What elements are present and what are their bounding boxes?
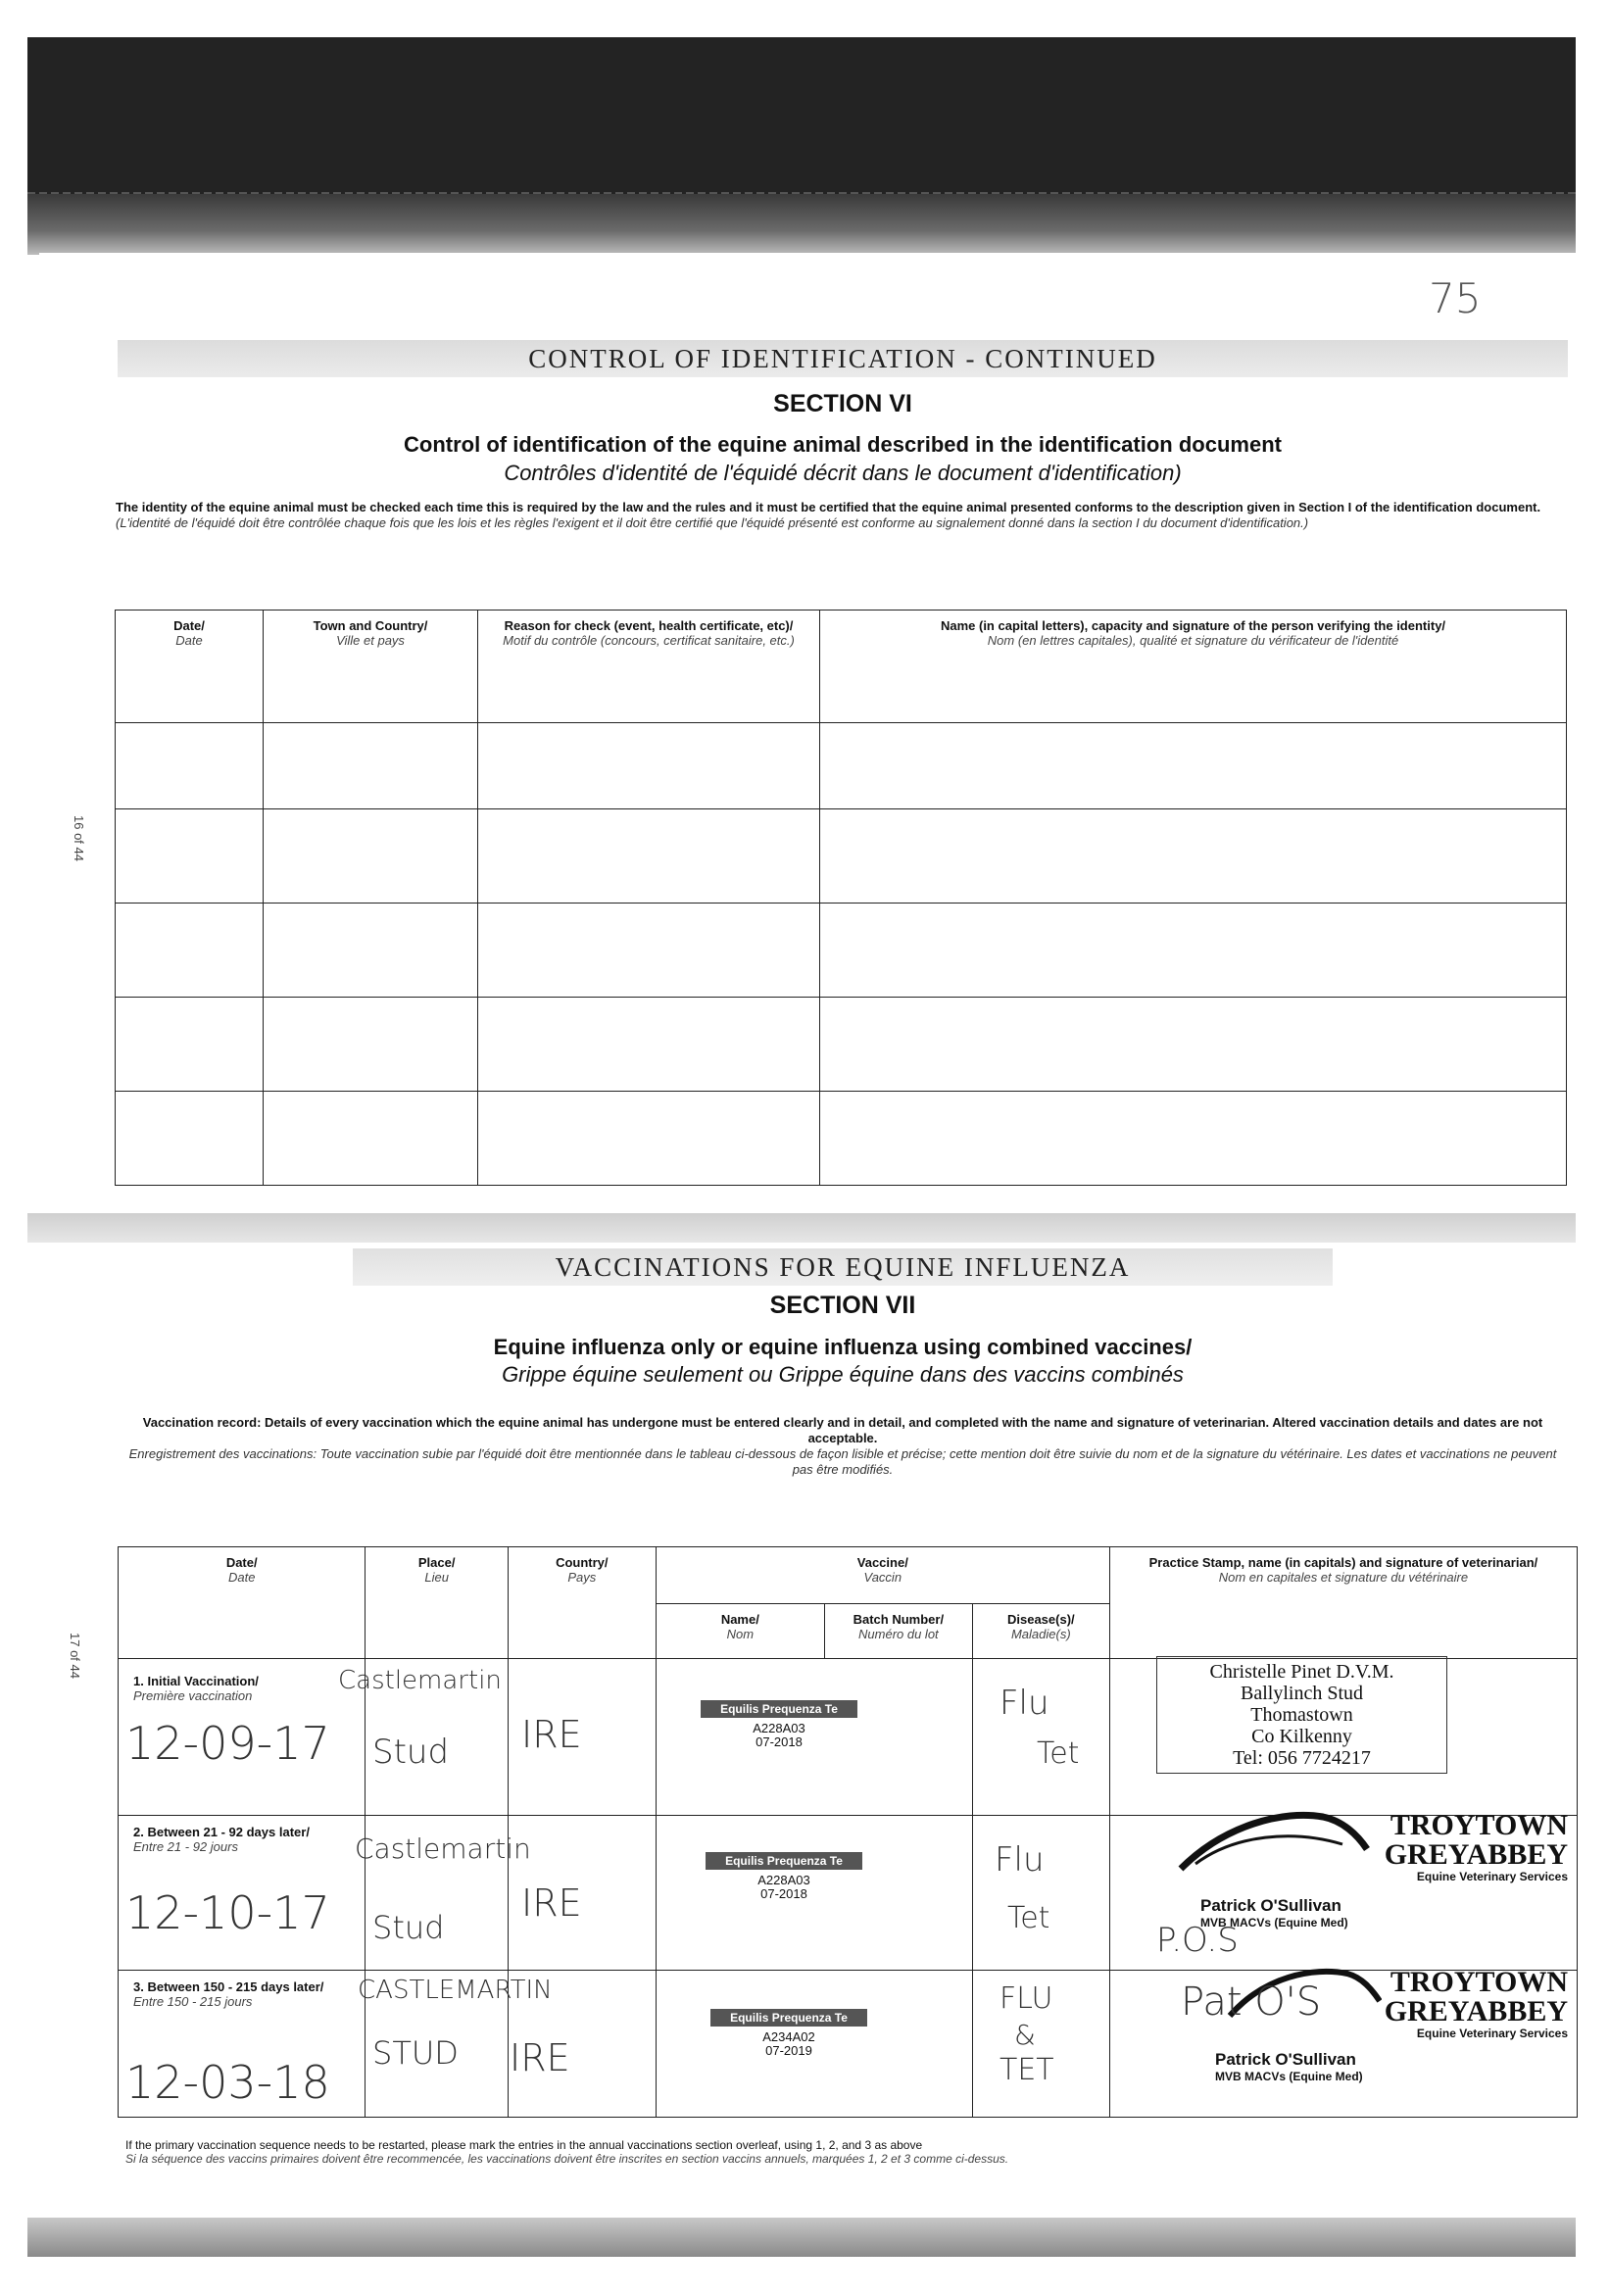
row1-practice-stamp: Christelle Pinet D.V.M. Ballylinch Stud Thomastown Co Kilkenny Tel: 056 7724217 bbox=[1156, 1656, 1447, 1774]
row2-country: IRE bbox=[521, 1881, 582, 1925]
row3-practice-logo: TROYTOWN GREYABBEY Equine Veterinary Services bbox=[1384, 1966, 1568, 2040]
table-row bbox=[116, 723, 1567, 809]
row2-practice-logo: TROYTOWN GREYABBEY Equine Veterinary Services bbox=[1384, 1809, 1568, 1883]
col-vaccine-name: Name/ Nom bbox=[656, 1604, 824, 1659]
row1-date: 12-09-17 bbox=[125, 1717, 330, 1770]
scan-top-band bbox=[27, 37, 1576, 194]
col-verifier: Name (in capital letters), capacity and signature of the person verifying the identity/ Nom (en lettres capitales), qualité et signature du vérificateur de l'identité bbox=[820, 611, 1567, 723]
section6-title-bar: CONTROL OF IDENTIFICATION - CONTINUED bbox=[118, 340, 1568, 377]
section7-heading-en: Equine influenza only or equine influenza using combined vaccines/ bbox=[493, 1335, 1193, 1359]
section6-heading-fr: Contrôles d'identité de l'équidé décrit dans le document d'identification) bbox=[504, 461, 1182, 485]
cell[interactable] bbox=[116, 998, 264, 1092]
col-place: Place/ Lieu bbox=[366, 1547, 508, 1659]
cell[interactable] bbox=[478, 904, 820, 998]
cell[interactable] bbox=[116, 723, 264, 809]
cell[interactable] bbox=[264, 998, 478, 1092]
row1-place-line1: Castlemartin bbox=[338, 1666, 502, 1695]
row2-vet-name: Patrick O'Sullivan MVB MACVs (Equine Med) bbox=[1200, 1896, 1348, 1930]
section7-intro-fr: Enregistrement des vaccinations: Toute vaccination subie par l'équidé doit être mentionnée dans le tableau ci-dessous de façon lisible et précise; cette mention doit être suivie du nom et de la signature du vétérinaire. Les dates et vaccinations ne peuvent pas être modifiés. bbox=[128, 1446, 1557, 1477]
row3-vaccine-sticker: Equilis Prequenza Te A234A02 07-2019 bbox=[710, 2009, 867, 2058]
section7-intro-en: Vaccination record: Details of every vaccination which the equine animal has undergone must be entered clearly and in detail, and completed with the name and signature of veterinarian. Altered vaccination details and dates are not acceptable. bbox=[142, 1415, 1543, 1445]
cell[interactable] bbox=[820, 809, 1567, 904]
page-fold bbox=[27, 1213, 1576, 1243]
row3-label: 3. Between 150 - 215 days later/ Entre 150 - 215 jours bbox=[133, 1979, 324, 2009]
row1-disease-line1: Flu bbox=[1000, 1684, 1049, 1723]
row3-signature: Pat O'S bbox=[1181, 1979, 1322, 2025]
section7-heading-fr: Grippe équine seulement ou Grippe équine dans des vaccins combinés bbox=[502, 1362, 1184, 1387]
cell[interactable] bbox=[116, 1092, 264, 1186]
col-country: Country/ Pays bbox=[508, 1547, 656, 1659]
col-disease: Disease(s)/ Maladie(s) bbox=[972, 1604, 1109, 1659]
row3-vet-name: Patrick O'Sullivan MVB MACVs (Equine Med) bbox=[1215, 2050, 1363, 2083]
cell[interactable] bbox=[478, 809, 820, 904]
cell[interactable] bbox=[478, 998, 820, 1092]
section7-intro bbox=[127, 1415, 1558, 1478]
row2-disease-line1: Flu bbox=[995, 1840, 1045, 1880]
section6-intro-fr: (L'identité de l'équidé doit être contrôlée chaque fois que les lois et les règles l'exigent et il doit être certifié que l'équidé présenté est conforme au signalement donné dans la section I du document d'identification.) bbox=[116, 515, 1309, 530]
cell[interactable] bbox=[264, 723, 478, 809]
col-date: Date/ Date bbox=[119, 1547, 366, 1659]
row1-disease-line2: Tet bbox=[1037, 1736, 1080, 1771]
row1-label: 1. Initial Vaccination/ Première vaccination bbox=[133, 1674, 259, 1703]
scan-top-shadow bbox=[27, 194, 1576, 255]
row2-signature: P.O.S bbox=[1156, 1921, 1239, 1960]
row2-vaccine-sticker: Equilis Prequenza Te A228A03 07-2018 bbox=[706, 1852, 862, 1901]
side-page-upper: 16 of 44 bbox=[72, 815, 86, 861]
cell[interactable] bbox=[820, 904, 1567, 998]
cell[interactable] bbox=[116, 904, 264, 998]
row3-disease-line1: FLU bbox=[1000, 1981, 1053, 2016]
side-page-lower: 17 of 44 bbox=[68, 1633, 82, 1679]
row3-place-line2: STUD bbox=[372, 2034, 459, 2072]
row2-date: 12-10-17 bbox=[125, 1886, 330, 1939]
row3-country: IRE bbox=[510, 2036, 570, 2079]
cell[interactable] bbox=[820, 998, 1567, 1092]
row2-place-line2: Stud bbox=[372, 1909, 445, 1946]
footnote bbox=[125, 2138, 1566, 2166]
table-row bbox=[116, 809, 1567, 904]
row1-place-line2: Stud bbox=[372, 1733, 450, 1772]
cell[interactable] bbox=[820, 1092, 1567, 1186]
row3-disease-line2: & bbox=[1014, 2019, 1036, 2051]
cell[interactable] bbox=[116, 809, 264, 904]
table-row bbox=[116, 998, 1567, 1092]
cell[interactable] bbox=[264, 1092, 478, 1186]
section6-intro-en: The identity of the equine animal must be checked each time this is required by the law and the rules and it must be certified that the equine animal presented conforms to the description given in Section I of the identification document. bbox=[116, 500, 1541, 514]
row1-country: IRE bbox=[521, 1713, 582, 1756]
col-date: Date/ Date bbox=[116, 611, 264, 723]
identification-check-table bbox=[115, 610, 1567, 1186]
cell[interactable] bbox=[820, 723, 1567, 809]
row1-vaccine-sticker: Equilis Prequenza Te A228A03 07-2018 bbox=[701, 1700, 857, 1749]
row2-disease-line2: Tet bbox=[1007, 1901, 1050, 1935]
col-practice: Practice Stamp, name (in capitals) and signature of veterinarian/ Nom en capitales et signature du vétérinaire bbox=[1109, 1547, 1577, 1659]
row2-place-line1: Castlemartin bbox=[355, 1832, 531, 1865]
section6-heading-en: Control of identification of the equine animal described in the identification document bbox=[404, 432, 1282, 457]
section7-label: SECTION VII bbox=[769, 1292, 916, 1319]
row2-label: 2. Between 21 - 92 days later/ Entre 21 - 92 jours bbox=[133, 1825, 310, 1854]
col-reason: Reason for check (event, health certificate, etc)/ Motif du contrôle (concours, certificat sanitaire, etc.) bbox=[478, 611, 820, 723]
section6-label: SECTION VI bbox=[773, 390, 912, 417]
row3-place-line1: CASTLEMARTIN bbox=[358, 1976, 553, 2005]
cell[interactable] bbox=[478, 1092, 820, 1186]
footnote-fr: Si la séquence des vaccins primaires doivent être recommencée, les vaccinations doivent être inscrites en section vaccins annuels, marquées 1, 2 et 3 comme ci-dessus. bbox=[125, 2152, 1009, 2166]
scan-bottom-band bbox=[27, 2218, 1576, 2257]
col-town-country: Town and Country/ Ville et pays bbox=[264, 611, 478, 723]
cell[interactable] bbox=[264, 809, 478, 904]
cell[interactable] bbox=[478, 723, 820, 809]
cell[interactable] bbox=[264, 904, 478, 998]
section7-title-bar: VACCINATIONS FOR EQUINE INFLUENZA bbox=[353, 1248, 1333, 1286]
section6-intro bbox=[116, 500, 1546, 531]
table-row bbox=[116, 904, 1567, 998]
col-batch: Batch Number/ Numéro du lot bbox=[824, 1604, 972, 1659]
row3-date: 12-03-18 bbox=[125, 2056, 330, 2109]
col-vaccine: Vaccine/ Vaccin bbox=[656, 1547, 1109, 1604]
page-number: 75 bbox=[1429, 274, 1482, 322]
footnote-en: If the primary vaccination sequence needs to be restarted, please mark the entries in the annual vaccinations section overleaf, using 1, 2, and 3 as above bbox=[125, 2138, 923, 2152]
table-row bbox=[116, 1092, 1567, 1186]
row3-disease-line3: TET bbox=[1000, 2053, 1054, 2087]
